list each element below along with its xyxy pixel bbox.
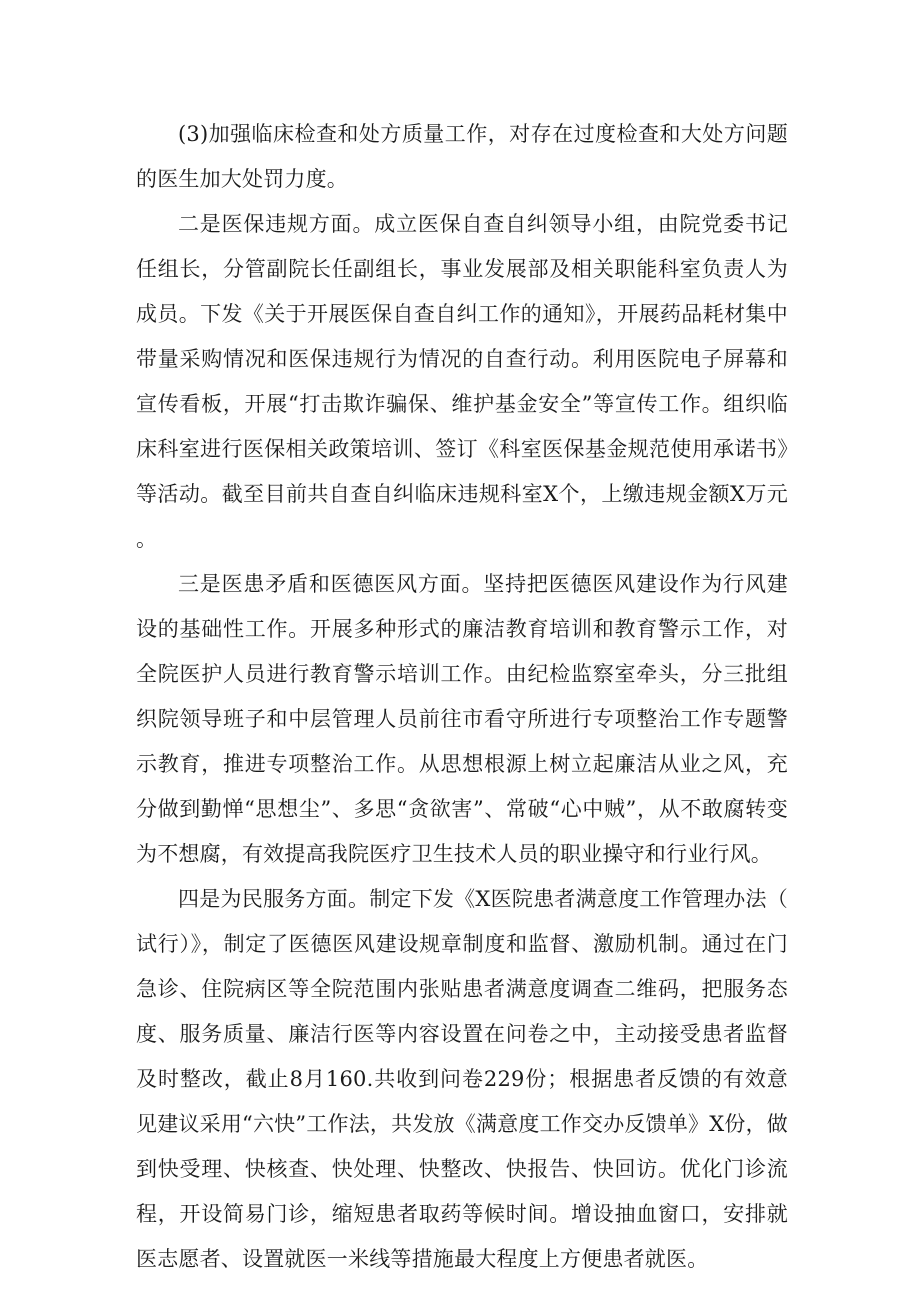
paragraph-medical-insurance: 二是医保违规方面。成立医保自查自纠领导小组，由院党委书记任组长，分管副院长任副组长，事业发展部及相关职能科室负责人为成员。下发《关于开展医保自查自纠工作的通知》，开展药品耗材集中带量采购情况和医保违规行为情况的自查行动。利用医院电子屏幕和宣传看板，开展“打击欺诈骗保、维护基金安全”等宣传工作。组织临床科室进行医保相关政策培训、签订《科室医保基金规范使用承诺书》等活动。截至目前共自查自纠临床违规科室X个，上缴违规金额X万元。 [136,212,788,551]
document-body [136,112,788,1282]
paragraph-medical-ethics: 三是医患矛盾和医德医风方面。坚持把医德医风建设作为行风建设的基础性工作。开展多种形式的廉洁教育培训和教育警示工作，对全院医护人员进行教育警示培训工作。由纪检监察室牵头，分三批组织院领导班子和中层管理人员前往市看守所进行专项整治工作专题警示教育，推进专项整治工作。从思想根源上树立起廉洁从业之风，充分做到勤惮“思想尘”、多思“贪欲害”、常破“心中贼”，从不敢腐转变为不想腐，有效提高我院医疗卫生技术人员的职业操守和行业行风。 [136,572,788,866]
paragraph-public-service: 四是为民服务方面。制定下发《X医院患者满意度工作管理办法（试行）》，制定了医德医风建设规章制度和监督、激励机制。通过在门急诊、住院病区等全院范围内张贴患者满意度调查二维码，把服务态度、服务质量、廉洁行医等内容设置在问卷之中，主动接受患者监督及时整改，截止8月160.共收到问卷229份；根据患者反馈的有效意见建议采用“六快”工作法，共发放《满意度工作交办反馈单》X份，做到快受理、快核查、快处理、快整改、快报告、快回访。优化门诊流程，开设简易门诊，缩短患者取药等候时间。增设抽血窗口，安排就医志愿者、设置就医一米线等措施最大程度上方便患者就医。 [136,887,788,1271]
paragraph-clinical-inspection: (3)加强临床检查和处方质量工作，对存在过度检查和大处方问题的医生加大处罚力度。 [136,122,788,191]
